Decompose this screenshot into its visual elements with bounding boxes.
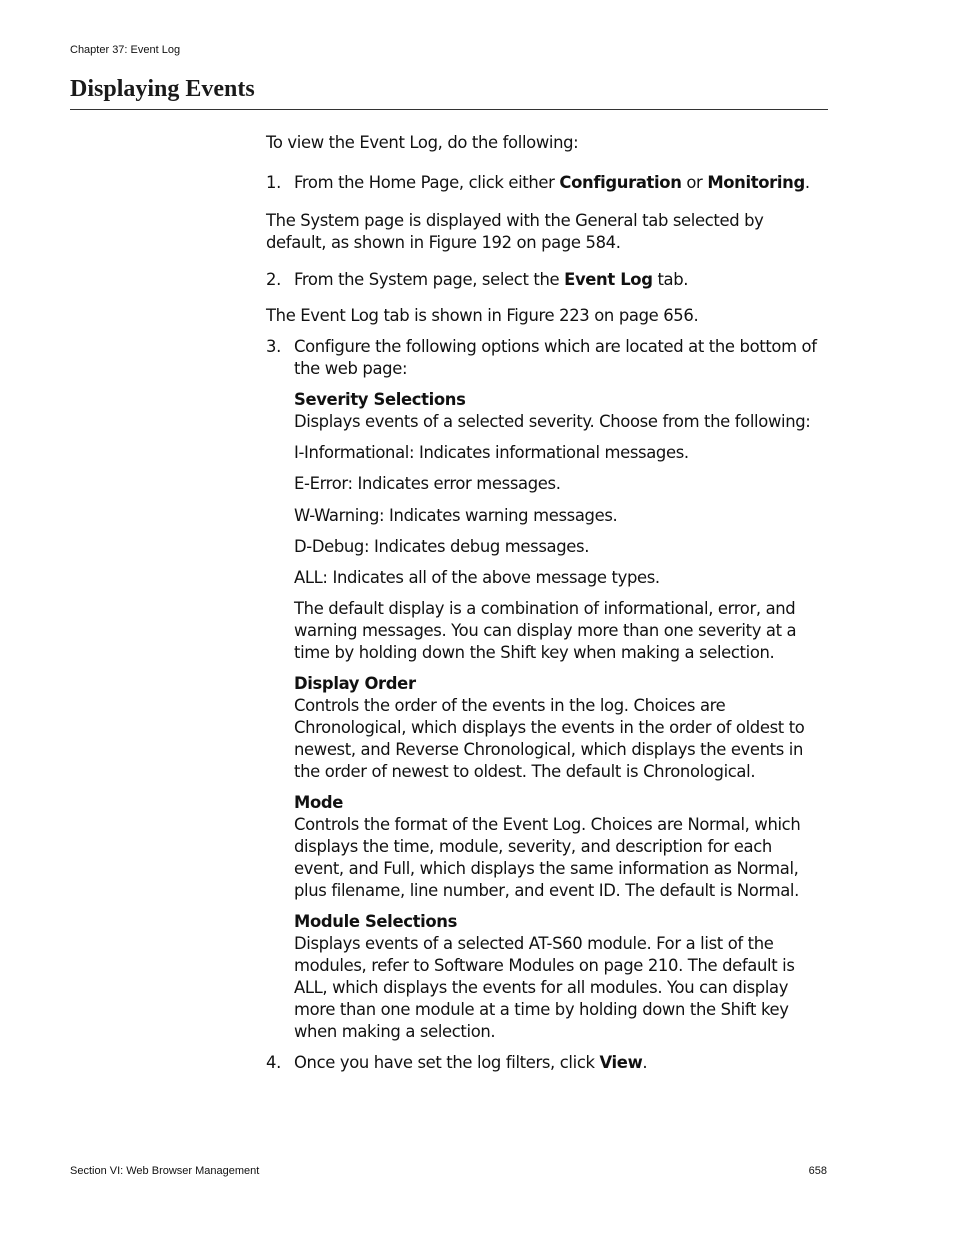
step-number: 4. [266,1053,281,1072]
option-heading [294,792,826,814]
step-bold-term: View [599,1053,643,1072]
body-content [266,132,826,1074]
option-note: The default display is a combination of informational, error, and warning messages. You can display more than one severity at a time by holding down the Shift key when making a selection. [294,599,797,662]
step-text: Configure the following options which are located at the bottom of the web page: [294,337,817,378]
page-title: Displaying Events [70,76,255,102]
step-2 [266,269,826,291]
options-list [294,389,826,1043]
step-text-part: . [804,173,810,192]
step-text [294,1052,826,1074]
option-heading [294,673,826,695]
option-heading-text: Display Order [294,674,416,693]
page-number: 658 [808,1165,827,1177]
severity-item: I-Informational: Indicates informational messages. [294,443,689,462]
step-number: 2. [266,270,281,289]
step-text-part: . [642,1053,648,1072]
option-heading [294,389,826,411]
step-3 [266,336,826,380]
footer-section: Section VI: Web Browser Management [70,1165,260,1177]
intro-text: To view the Event Log, do the following: [266,133,579,152]
option-description: Controls the order of the events in the log. Choices are Chronological, which displays the events in the order of oldest to newest, and Reverse Chronological, which displays the events in the order of newest to oldest. The default is Chronological. [294,696,805,781]
severity-item: E-Error: Indicates error messages. [294,474,561,493]
step-text [294,172,826,194]
step-bold-term: Configuration [559,173,682,192]
step-text [294,269,826,291]
step-text-part: tab. [652,270,689,289]
step-note: The Event Log tab is shown in Figure 223 on page 656. [266,306,699,325]
option-heading-text: Module Selections [294,912,457,931]
chapter-header: Chapter 37: Event Log [70,44,181,56]
step-1 [266,172,826,194]
option-heading [294,911,826,933]
step-bold-term: Monitoring [707,173,805,192]
option-heading-text: Mode [294,793,344,812]
step-note: The System page is displayed with the General tab selected by default, as shown in Figure 192 on page 584. [266,211,764,252]
step-bold-term: Event Log [564,270,653,289]
step-text-part: From the System page, select the [294,270,565,289]
step-number: 3. [266,337,281,356]
step-number: 1. [266,173,281,192]
step-text-part: or [681,173,708,192]
severity-item: W-Warning: Indicates warning messages. [294,506,618,525]
option-description: Displays events of a selected AT-S60 module. For a list of the modules, refer to Software Modules on page 210. The default is ALL, which displays the events for all modules. You can display more than one module at a time by holding down the Shift key when making a selection. [294,934,795,1041]
severity-item: ALL: Indicates all of the above message types. [294,568,660,587]
option-heading-text: Severity Selections [294,390,466,409]
option-description: Controls the format of the Event Log. Choices are Normal, which displays the time, module, severity, and description for each event, and Full, which displays the same information as Normal, plus filename, line number, and event ID. The default is Normal. [294,815,801,900]
severity-item: D-Debug: Indicates debug messages. [294,537,590,556]
step-4 [266,1052,826,1074]
step-text-part: Once you have set the log filters, click [294,1053,600,1072]
step-text-part: From the Home Page, click either [294,173,560,192]
title-rule [70,109,828,110]
option-description: Displays events of a selected severity. Choose from the following: [294,412,811,431]
